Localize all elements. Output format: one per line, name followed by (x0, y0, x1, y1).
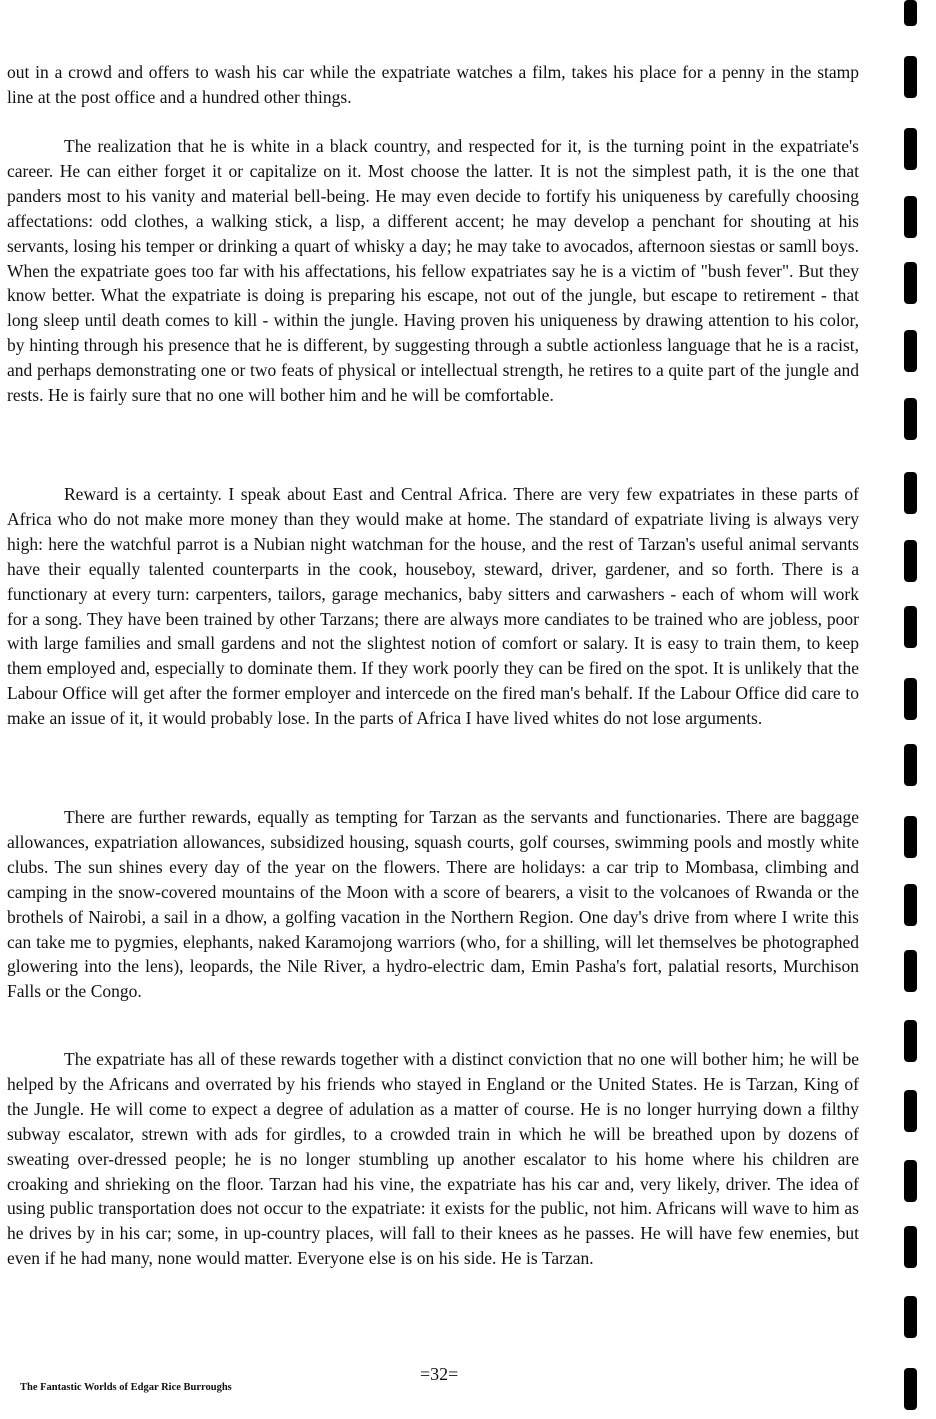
scan-edge-mark (904, 1090, 917, 1132)
scan-edge-mark (904, 744, 917, 786)
scan-edge-mark (904, 56, 917, 98)
scan-edge-mark (904, 606, 917, 648)
paragraph-5-text: The expatriate has all of these rewards together with a distinct conviction that no one will bother him; he will be helped by the Africans and overrated by his friends who stayed in England or the United States. He is Tarzan, King of the Jungle. He will come to expect a degree of adulation as a matter of course. He is no longer hurrying down a filthy subway escalator, strewn with ads for girdles, to a crowded train in which he will be breathed upon by dozens of sweating over-dressed people; he is no longer stumbling up another escalator to his home where his children are croaking and shrieking on the floor. Tarzan had his vine, the expatriate has his car and, very likely, driver. The idea of using public transportation does not occur to the expatriate: it exists for the public, not him. Africans will wave to him as he drives by in his car; some, in up-country places, will fall to their knees as he passes. He will have few enemies, but even if he had many, none would matter. Everyone else is on his side. He is Tarzan. (7, 1049, 859, 1269)
scan-edge-mark (904, 398, 917, 440)
scan-edge-mark (904, 1226, 917, 1268)
scan-edge-mark (904, 884, 917, 926)
scan-edge-mark (904, 1296, 917, 1338)
paragraph-4-text: There are further rewards, equally as tempting for Tarzan as the servants and functionaries. There are baggage allowances, expatriation allowances, subsidized housing, squash courts, golf courses, swimming pools and mostly white clubs. The sun shines every day of the year on the flowers. There are holidays: a car trip to Mombasa, climbing and camping in the snow-covered mountains of the Moon with a score of bearers, a visit to the volcanoes of Rwanda or the brothels of Nairobi, a sail in a dhow, a golfing vacation in the Northern Region. One day's drive from where I write this can take me to pygmies, elephants, naked Karamojong warriors (who, for a shilling, will let themselves be photographed glowering into the lens), leopards, the Nile River, a hydro-electric dam, Emin Pasha's fort, palatial resorts, Murchison Falls or the Congo. (7, 807, 859, 1002)
footer-publication-title: The Fantastic Worlds of Edgar Rice Burroughs (20, 1382, 232, 1393)
paragraph-2-text: The realization that he is white in a black country, and respected for it, is the turning point in the expatriate's career. He can either forget it or capitalize on it. Most choose the latter. It is not the simplest path, it is the one that panders most to his vanity and material bell-being. He may even decide to fortify his uniqueness by carefully choosing affectations: odd clothes, a walking stick, a lisp, a different accent; he may develop a penchant for shouting at his servants, losing his temper or drinking a quart of whisky a day; he may take to avocados, afternoon siestas or samll boys. When the expatriate goes too far with his affectations, his fellow expatriates say he is a victim of "bush fever". But they know better. What the expatriate is doing is preparing his escape, not out of the jungle, but escape to retirement - that long sleep until death comes to kill - within the jungle. Having proven his uniqueness by drawing attention to his color, by hinting through his presence that he is different, by suggesting through a subtle actionless language that he is a racist, and perhaps demonstrating one or two feats of physical or intellectual strength, he retires to a quite part of the jungle and rests. He is fairly sure that no one will bother him and he will be comfortable. (7, 136, 859, 406)
scan-edge-mark (904, 262, 917, 304)
page-number: =32= (420, 1364, 459, 1384)
scan-edge-mark (904, 128, 917, 170)
scan-edge-mark (904, 1368, 917, 1410)
scan-edge-mark (904, 540, 917, 582)
paragraph-1-text: out in a crowd and offers to wash his car while the expatriate watches a film, takes his place for a penny in the stamp line at the post office and a hundred other things. (7, 62, 859, 107)
scan-edge-mark (904, 1160, 917, 1202)
scan-edge-mark (904, 196, 917, 238)
scan-edge-mark (904, 678, 917, 720)
paragraph-5 (7, 1047, 859, 1271)
scan-edge-mark (904, 950, 917, 992)
paragraph-3-text: Reward is a certainty. I speak about East and Central Africa. There are very few expatriates in these parts of Africa who do not make more money than they would make at home. The standard of expatriate living is always very high: here the watchful parrot is a Nubian night watchman for the house, and the rest of Tarzan's useful animal servants have their equally talented counterparts in the cook, houseboy, steward, driver, gardener, and so forth. There is a functionary at every turn: carpenters, tailors, garage mechanics, baby sitters and carwashers - each of whom will work for a song. They have been trained by other Tarzans; there are always more candiates to be trained who are jobless, poor with large families and small gardens and not the slightest notion of comfort or salary. It is easy to train them, to keep them employed and, especially to dominate them. If they work poorly they can be fired on the spot. It is unlikely that the Labour Office will get after the former employer and intercede on the fired man's behalf. If the Labour Office did care to make an issue of it, it would probably lose. In the parts of Africa I have lived whites do not lose arguments. (7, 484, 859, 729)
scan-edge-mark (904, 0, 917, 26)
paragraph-1 (7, 60, 859, 110)
paragraph-4 (7, 805, 859, 1004)
paragraph-3 (7, 482, 859, 731)
scan-edge-mark (904, 816, 917, 858)
paragraph-2 (7, 134, 859, 408)
scan-edge-mark (904, 1020, 917, 1062)
scan-edge-mark (904, 472, 917, 514)
scan-edge-mark (904, 330, 917, 372)
